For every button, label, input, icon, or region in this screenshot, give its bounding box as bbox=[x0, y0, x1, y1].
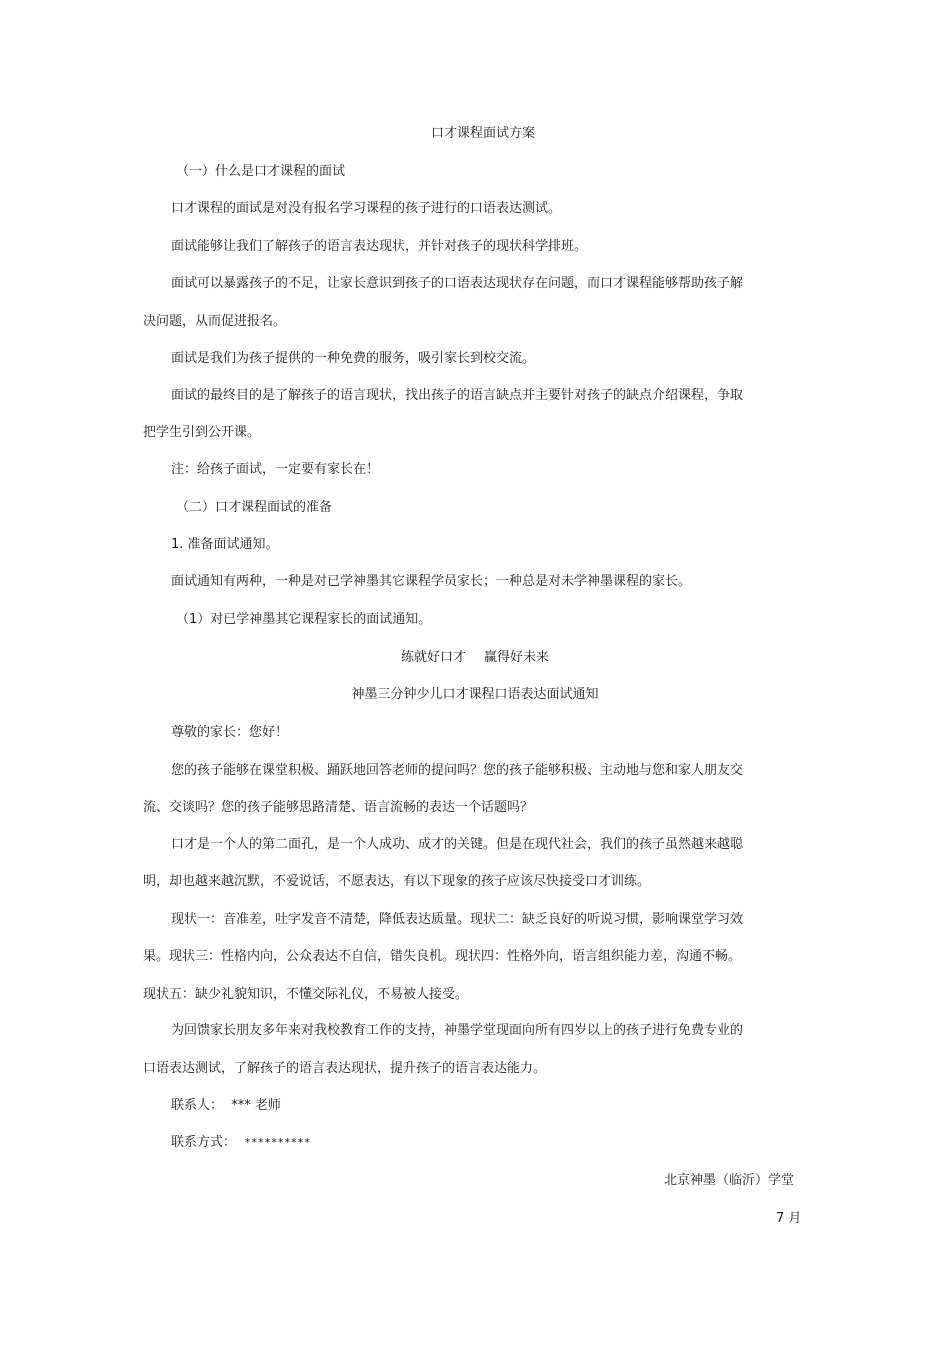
list-item-1: 1. 准备面试通知。 bbox=[171, 537, 279, 552]
notice-paragraph-4-line-1: 为回馈家长朋友多年来对我校教育工作的支持，神墨学堂现面向所有四岁以上的孩子进行免费专业的 bbox=[171, 1023, 744, 1038]
notice-title: 神墨三分钟少儿口才课程口语表达面试通知 bbox=[351, 687, 599, 702]
signature: 北京神墨（临沂）学堂 bbox=[664, 1173, 795, 1188]
notice-paragraph-3-line-3: 现状五：缺少礼貌知识，不懂交际礼仪，不易被人接受。 bbox=[143, 987, 469, 1002]
greeting: 尊敬的家长：您好！ bbox=[171, 725, 289, 740]
notice-paragraph-1-line-1: 您的孩子能够在课堂积极、踊跃地回答老师的提问吗？您的孩子能够积极、主动地与您和家人朋友交 bbox=[171, 763, 744, 778]
paragraph-2: 面试能够让我们了解孩子的语言表达现状，并针对孩子的现状科学排班。 bbox=[171, 239, 588, 254]
note: 注：给孩子面试，一定要有家长在！ bbox=[171, 462, 380, 477]
contact-phone bbox=[171, 1135, 311, 1151]
phone-value: ********** bbox=[244, 1136, 311, 1149]
notice-paragraph-2-line-2: 明，却也越来越沉默，不爱说话，不愿表达，有以下现象的孩子应该尽快接受口才训练。 bbox=[143, 874, 651, 889]
contact-person bbox=[171, 1098, 281, 1114]
contact-label: 联系人： bbox=[171, 1098, 224, 1113]
slogan-left: 练就好口才 bbox=[400, 650, 466, 665]
paragraph-3-line-2: 决问题，从而促进报名。 bbox=[143, 314, 287, 329]
paragraph-4: 面试是我们为孩子提供的一种免费的服务，吸引家长到校交流。 bbox=[171, 351, 536, 366]
slogan bbox=[0, 650, 950, 666]
notice-paragraph-4-line-2: 口语表达测试，了解孩子的语言表达现状，提升孩子的语言表达能力。 bbox=[143, 1061, 547, 1076]
paragraph-3-line-1: 面试可以暴露孩子的不足，让家长意识到孩子的口语表达现状存在问题，而口才课程能够帮助孩子解 bbox=[171, 276, 744, 291]
notice-paragraph-3-line-2: 果。现状三：性格内向，公众表达不自信，错失良机。现状四：性格外向，语言组织能力差，沟通不畅。 bbox=[143, 949, 742, 964]
notice-paragraph-3-line-1: 现状一：音准差，吐字发音不清楚，降低表达质量。现状二：缺乏良好的听说习惯，影响课堂学习效 bbox=[171, 912, 744, 927]
phone-label: 联系方式： bbox=[171, 1135, 237, 1150]
paragraph-5-line-1: 面试的最终目的是了解孩子的语言现状，找出孩子的语言缺点并主要针对孩子的缺点介绍课程，争取 bbox=[171, 388, 744, 403]
paragraph-1: 口才课程的面试是对没有报名学习课程的孩子进行的口语表达测试。 bbox=[171, 201, 562, 216]
contact-value: *** 老师 bbox=[231, 1098, 281, 1113]
date: 7 月 bbox=[776, 1211, 802, 1226]
paragraph-5-line-2: 把学生引到公开课。 bbox=[143, 425, 261, 440]
subheading-1: （1）对已学神墨其它课程家长的面试通知。 bbox=[176, 612, 432, 627]
paragraph-6: 面试通知有两种，一种是对已学神墨其它课程学员家长；一种总是对未学神墨课程的家长。 bbox=[171, 574, 692, 589]
notice-paragraph-2-line-1: 口才是一个人的第二面孔，是一个人成功、成才的关键。但是在现代社会，我们的孩子虽然越来越聪 bbox=[171, 837, 744, 852]
section-heading-1: （一）什么是口才课程的面试 bbox=[176, 164, 346, 179]
notice-paragraph-1-line-2: 流、交谈吗？您的孩子能够思路清楚、语言流畅的表达一个话题吗？ bbox=[143, 800, 534, 815]
slogan-right: 赢得好未来 bbox=[484, 650, 550, 665]
section-heading-2: （二）口才课程面试的准备 bbox=[176, 500, 333, 515]
page-title: 口才课程面试方案 bbox=[430, 126, 535, 141]
